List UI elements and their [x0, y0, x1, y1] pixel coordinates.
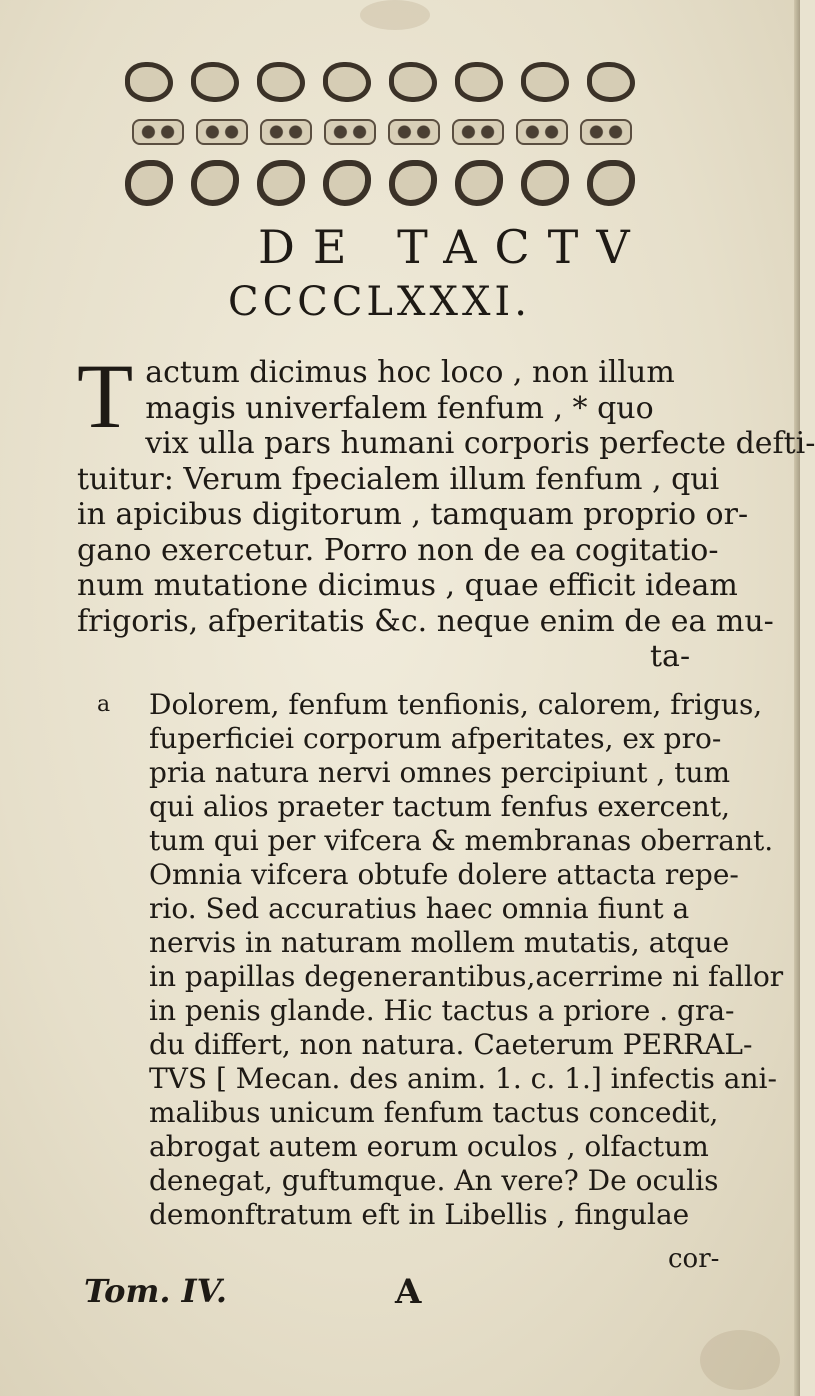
footnote [97, 688, 784, 1232]
ornament-band-middle [132, 112, 632, 152]
text-line: frigoris, afperitatis &c. neque enim de ea mu- [77, 603, 774, 639]
footnote-marker: a [97, 692, 111, 717]
paper-stain [700, 1330, 780, 1390]
ornament-knot [125, 160, 173, 206]
ornament-knot [521, 62, 569, 102]
main-paragraph [77, 345, 815, 639]
ornament-band-top [125, 56, 635, 108]
catchword-body: ta- [650, 639, 691, 674]
paper-stain [360, 0, 430, 30]
ornament-leaf [452, 119, 504, 145]
footnote-line: pria natura nervi omnes percipiunt , tum [149, 756, 731, 789]
ornament-knot [323, 62, 371, 102]
text-line: in apicibus digitorum , tamquam proprio or- [77, 497, 749, 532]
ornament-knot [587, 160, 635, 206]
ornament-knot [191, 62, 239, 102]
text-line: actum dicimus hoc loco , non illum [145, 355, 675, 390]
ornament-leaf [516, 119, 568, 145]
footnote-line: Dolorem, fenfum tenfionis, calorem, frigus, [149, 688, 763, 721]
ornament-knot [521, 160, 569, 206]
ornament-leaf [580, 119, 632, 145]
footnote-line: tum qui per vifcera & membranas oberrant. [149, 824, 774, 857]
footnote-line: Omnia vifcera obtufe dolere attacta repe- [149, 858, 739, 891]
page-edge [794, 0, 800, 1396]
footnote-line: in penis glande. Hic tactus a priore . gra- [149, 994, 735, 1027]
footnote-line: in papillas degenerantibus,acerrime ni fallor [149, 960, 784, 993]
ornament-knot [125, 62, 173, 102]
footnote-line: denegat, guftumque. An vere? De oculis [149, 1164, 719, 1197]
gathering-mark: A [395, 1272, 422, 1312]
section-number: CCCCLXXXI. [228, 279, 531, 325]
volume-signature: Tom. IV. [84, 1272, 227, 1310]
footnote-line: qui alios praeter tactum fenfus exercent, [149, 790, 730, 823]
ornament-knot [257, 62, 305, 102]
ornament-knot [257, 160, 305, 206]
footnote-line: demonftratum eft in Libellis , fingulae [149, 1198, 690, 1231]
ornament-band-bottom [125, 156, 635, 210]
ornament-knot [323, 160, 371, 206]
footnote-line: TVS [ Mecan. des anim. 1. c. 1.] infectis ani- [149, 1062, 777, 1095]
ornament-knot [455, 160, 503, 206]
ornament-leaf [260, 119, 312, 145]
text-line: magis univerfalem fenfum , * quo [145, 390, 654, 426]
ornament-knot [455, 62, 503, 102]
section-title: DE TACTV [258, 220, 648, 274]
catchword-footnote: cor- [668, 1244, 720, 1274]
footnote-line: abrogat autem eorum oculos , olfactum [149, 1130, 709, 1163]
footnote-line: fuperficiei corporum afperitates, ex pro- [149, 722, 722, 755]
text-line: num mutatione dicimus , quae efficit ideam [77, 568, 738, 603]
drop-capital: T [77, 345, 134, 447]
ornament-knot [389, 160, 437, 206]
text-line: vix ulla pars humani corporis perfecte defti- [145, 426, 815, 461]
text-line: gano exercetur. Porro non de ea cogitatio- [77, 532, 719, 568]
ornament-leaf [388, 119, 440, 145]
ornament-knot [389, 62, 437, 102]
text-line: tuitur: Verum fpecialem illum fenfum , qui [77, 461, 720, 497]
footnote-line: du differt, non natura. Caeterum PERRAL- [149, 1028, 753, 1061]
ornament-leaf [324, 119, 376, 145]
ornament-knot [191, 160, 239, 206]
footnote-line: rio. Sed accuratius haec omnia fiunt a [149, 892, 690, 925]
footnote-line: malibus unicum fenfum tactus concedit, [149, 1096, 719, 1129]
ornament-leaf [132, 119, 184, 145]
footnote-line: nervis in naturam mollem mutatis, atque [149, 926, 730, 959]
ornament-leaf [196, 119, 248, 145]
ornament-knot [587, 62, 635, 102]
